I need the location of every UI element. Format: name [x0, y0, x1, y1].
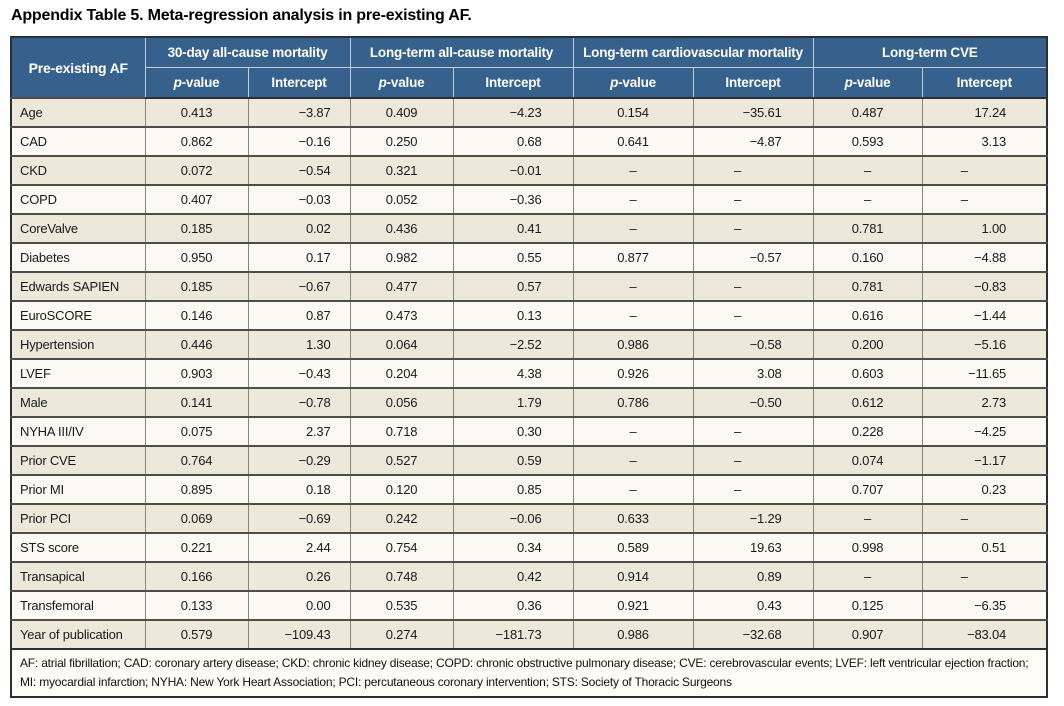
- table-row: [11, 272, 1047, 301]
- intercept-header: Intercept: [248, 68, 350, 99]
- intercept-cell: –: [922, 185, 1047, 214]
- intercept-header: Intercept: [922, 68, 1047, 99]
- table-row: [11, 562, 1047, 591]
- intercept-cell: 0.17: [248, 243, 350, 272]
- table-row: [11, 417, 1047, 446]
- intercept-cell: 0.43: [693, 591, 813, 620]
- p-value-cell: 0.707: [813, 475, 922, 504]
- p-value-cell: 0.895: [145, 475, 248, 504]
- p-value-cell: 0.166: [145, 562, 248, 591]
- p-italic: p: [173, 75, 182, 90]
- intercept-cell: −0.50: [693, 388, 813, 417]
- intercept-cell: –: [922, 504, 1047, 533]
- p-value-cell: 0.986: [573, 620, 693, 649]
- intercept-header: Intercept: [453, 68, 573, 99]
- p-value-cell: 0.616: [813, 301, 922, 330]
- intercept-cell: −1.29: [693, 504, 813, 533]
- row-label: CoreValve: [11, 214, 145, 243]
- intercept-cell: 19.63: [693, 533, 813, 562]
- intercept-cell: 0.59: [453, 446, 573, 475]
- intercept-cell: 0.02: [248, 214, 350, 243]
- intercept-cell: −1.44: [922, 301, 1047, 330]
- p-value-cell: 0.950: [145, 243, 248, 272]
- intercept-cell: −2.52: [453, 330, 573, 359]
- p-value-header: [813, 68, 922, 99]
- table-row: [11, 156, 1047, 185]
- intercept-cell: −0.29: [248, 446, 350, 475]
- table-row: [11, 591, 1047, 620]
- p-value-cell: 0.074: [813, 446, 922, 475]
- intercept-cell: 0.34: [453, 533, 573, 562]
- p-value-cell: 0.072: [145, 156, 248, 185]
- p-value-cell: 0.064: [350, 330, 453, 359]
- p-value-cell: 0.204: [350, 359, 453, 388]
- intercept-cell: 0.55: [453, 243, 573, 272]
- p-value-cell: 0.133: [145, 591, 248, 620]
- intercept-cell: −6.35: [922, 591, 1047, 620]
- p-italic: p: [844, 75, 853, 90]
- p-value-cell: –: [813, 504, 922, 533]
- row-label: COPD: [11, 185, 145, 214]
- intercept-cell: −4.23: [453, 98, 573, 127]
- intercept-cell: −0.58: [693, 330, 813, 359]
- p-value-cell: 0.877: [573, 243, 693, 272]
- p-value-cell: 0.781: [813, 214, 922, 243]
- p-rest: -value: [852, 75, 891, 90]
- p-value-cell: 0.998: [813, 533, 922, 562]
- intercept-cell: −4.25: [922, 417, 1047, 446]
- table-row: [11, 504, 1047, 533]
- table-row: [11, 446, 1047, 475]
- p-value-cell: 0.274: [350, 620, 453, 649]
- intercept-cell: −0.54: [248, 156, 350, 185]
- intercept-cell: 1.79: [453, 388, 573, 417]
- p-value-cell: 0.982: [350, 243, 453, 272]
- p-value-cell: 0.141: [145, 388, 248, 417]
- intercept-cell: −0.83: [922, 272, 1047, 301]
- intercept-cell: –: [693, 475, 813, 504]
- p-value-cell: 0.075: [145, 417, 248, 446]
- table-body: [11, 98, 1047, 649]
- row-label: NYHA III/IV: [11, 417, 145, 446]
- p-value-cell: –: [573, 272, 693, 301]
- p-value-cell: 0.069: [145, 504, 248, 533]
- intercept-cell: 0.89: [693, 562, 813, 591]
- row-label: Hypertension: [11, 330, 145, 359]
- p-value-cell: 0.593: [813, 127, 922, 156]
- p-value-cell: 0.221: [145, 533, 248, 562]
- p-value-cell: –: [573, 214, 693, 243]
- row-label: Prior CVE: [11, 446, 145, 475]
- p-value-cell: 0.120: [350, 475, 453, 504]
- p-value-cell: 0.718: [350, 417, 453, 446]
- table-row: [11, 359, 1047, 388]
- intercept-cell: 0.00: [248, 591, 350, 620]
- p-value-cell: 0.748: [350, 562, 453, 591]
- p-value-cell: 0.903: [145, 359, 248, 388]
- intercept-cell: −0.36: [453, 185, 573, 214]
- p-value-cell: 0.633: [573, 504, 693, 533]
- p-value-cell: –: [573, 156, 693, 185]
- p-value-cell: 0.535: [350, 591, 453, 620]
- table-row: [11, 301, 1047, 330]
- intercept-cell: −4.87: [693, 127, 813, 156]
- group-header-30day-mortality: 30-day all-cause mortality: [145, 37, 350, 68]
- p-value-cell: 0.200: [813, 330, 922, 359]
- intercept-cell: −83.04: [922, 620, 1047, 649]
- row-label: Edwards SAPIEN: [11, 272, 145, 301]
- subheader-row: [11, 68, 1047, 99]
- table-row: [11, 185, 1047, 214]
- table-footer: [11, 649, 1047, 697]
- p-value-header: [350, 68, 453, 99]
- intercept-cell: 0.13: [453, 301, 573, 330]
- intercept-cell: −0.43: [248, 359, 350, 388]
- p-value-cell: 0.612: [813, 388, 922, 417]
- intercept-cell: 0.42: [453, 562, 573, 591]
- p-value-cell: 0.487: [813, 98, 922, 127]
- table-row: [11, 214, 1047, 243]
- meta-regression-table: [10, 36, 1048, 698]
- p-value-cell: 0.473: [350, 301, 453, 330]
- intercept-cell: −0.01: [453, 156, 573, 185]
- p-value-header: [145, 68, 248, 99]
- intercept-cell: 0.85: [453, 475, 573, 504]
- intercept-cell: 2.73: [922, 388, 1047, 417]
- intercept-cell: 0.41: [453, 214, 573, 243]
- row-label: Diabetes: [11, 243, 145, 272]
- intercept-cell: 3.08: [693, 359, 813, 388]
- intercept-cell: −5.16: [922, 330, 1047, 359]
- p-value-cell: 0.250: [350, 127, 453, 156]
- p-value-cell: –: [813, 185, 922, 214]
- intercept-cell: 2.44: [248, 533, 350, 562]
- row-label: Year of publication: [11, 620, 145, 649]
- row-label: STS score: [11, 533, 145, 562]
- p-value-cell: 0.477: [350, 272, 453, 301]
- p-value-cell: 0.436: [350, 214, 453, 243]
- p-rest: -value: [386, 75, 425, 90]
- p-italic: p: [610, 75, 619, 90]
- row-label: Age: [11, 98, 145, 127]
- intercept-cell: −0.57: [693, 243, 813, 272]
- table-row: [11, 330, 1047, 359]
- p-value-cell: –: [573, 417, 693, 446]
- intercept-cell: −1.17: [922, 446, 1047, 475]
- p-value-cell: 0.321: [350, 156, 453, 185]
- table-row: [11, 243, 1047, 272]
- intercept-cell: –: [693, 301, 813, 330]
- intercept-cell: 0.57: [453, 272, 573, 301]
- row-label: CAD: [11, 127, 145, 156]
- p-value-cell: 0.921: [573, 591, 693, 620]
- intercept-cell: 0.23: [922, 475, 1047, 504]
- p-value-cell: 0.862: [145, 127, 248, 156]
- intercept-cell: 17.24: [922, 98, 1047, 127]
- p-value-cell: –: [573, 301, 693, 330]
- p-rest: -value: [181, 75, 220, 90]
- p-value-header: [573, 68, 693, 99]
- p-value-cell: 0.926: [573, 359, 693, 388]
- p-value-cell: 0.914: [573, 562, 693, 591]
- row-label: EuroSCORE: [11, 301, 145, 330]
- p-value-cell: 0.907: [813, 620, 922, 649]
- p-value-cell: 0.754: [350, 533, 453, 562]
- p-value-cell: 0.146: [145, 301, 248, 330]
- p-value-cell: 0.413: [145, 98, 248, 127]
- p-value-cell: 0.527: [350, 446, 453, 475]
- row-label: CKD: [11, 156, 145, 185]
- table-row: [11, 98, 1047, 127]
- intercept-cell: −0.69: [248, 504, 350, 533]
- p-value-cell: 0.160: [813, 243, 922, 272]
- p-value-cell: –: [813, 562, 922, 591]
- group-header-longterm-mortality: Long-term all-cause mortality: [350, 37, 573, 68]
- p-value-cell: –: [813, 156, 922, 185]
- intercept-cell: −0.16: [248, 127, 350, 156]
- intercept-cell: 3.13: [922, 127, 1047, 156]
- intercept-cell: 4.38: [453, 359, 573, 388]
- p-value-cell: –: [573, 475, 693, 504]
- intercept-cell: 0.36: [453, 591, 573, 620]
- p-value-cell: 0.052: [350, 185, 453, 214]
- intercept-cell: −181.73: [453, 620, 573, 649]
- abbreviations-footnote: AF: atrial fibrillation; CAD: coronary artery disease; CKD: chronic kidney disease; COPD: chronic obstructive pulmonary disease; CVE: cerebrovascular events; LVEF: left ventricular ejection fraction; MI: myocardial infarction; NYHA: New York Heart Association; PCI: percutaneous coronary intervention; STS: Society of Thoracic Surgeons: [11, 649, 1047, 697]
- p-rest: -value: [618, 75, 656, 90]
- row-label: Male: [11, 388, 145, 417]
- p-value-cell: –: [573, 446, 693, 475]
- row-label: LVEF: [11, 359, 145, 388]
- p-value-cell: 0.764: [145, 446, 248, 475]
- p-value-cell: –: [573, 185, 693, 214]
- row-label: Transfemoral: [11, 591, 145, 620]
- p-value-cell: 0.786: [573, 388, 693, 417]
- intercept-cell: −32.68: [693, 620, 813, 649]
- p-value-cell: 0.589: [573, 533, 693, 562]
- intercept-cell: −109.43: [248, 620, 350, 649]
- intercept-cell: 0.51: [922, 533, 1047, 562]
- intercept-cell: −0.78: [248, 388, 350, 417]
- table-row: [11, 533, 1047, 562]
- intercept-cell: −11.65: [922, 359, 1047, 388]
- p-value-cell: 0.228: [813, 417, 922, 446]
- p-value-cell: 0.154: [573, 98, 693, 127]
- group-header-longterm-cv-mortality: Long-term cardiovascular mortality: [573, 37, 813, 68]
- p-value-cell: 0.986: [573, 330, 693, 359]
- p-value-cell: 0.579: [145, 620, 248, 649]
- p-value-cell: 0.446: [145, 330, 248, 359]
- intercept-cell: –: [922, 156, 1047, 185]
- row-label: Prior MI: [11, 475, 145, 504]
- table-row: [11, 388, 1047, 417]
- intercept-cell: 0.30: [453, 417, 573, 446]
- intercept-cell: −35.61: [693, 98, 813, 127]
- intercept-cell: 0.87: [248, 301, 350, 330]
- intercept-cell: –: [693, 185, 813, 214]
- intercept-cell: −0.06: [453, 504, 573, 533]
- intercept-cell: 2.37: [248, 417, 350, 446]
- p-value-cell: 0.603: [813, 359, 922, 388]
- table-row: [11, 127, 1047, 156]
- p-value-cell: 0.056: [350, 388, 453, 417]
- intercept-cell: −3.87: [248, 98, 350, 127]
- row-label: Prior PCI: [11, 504, 145, 533]
- group-header-longterm-cve: Long-term CVE: [813, 37, 1047, 68]
- p-value-cell: 0.409: [350, 98, 453, 127]
- p-value-cell: 0.125: [813, 591, 922, 620]
- column-header-pre-existing-af: Pre-existing AF: [11, 37, 145, 98]
- intercept-cell: –: [693, 446, 813, 475]
- table-title: Appendix Table 5. Meta-regression analysis in pre-existing AF.: [11, 7, 472, 24]
- p-value-cell: 0.781: [813, 272, 922, 301]
- p-value-cell: 0.641: [573, 127, 693, 156]
- table-row: [11, 475, 1047, 504]
- intercept-cell: 0.68: [453, 127, 573, 156]
- intercept-cell: –: [693, 272, 813, 301]
- intercept-cell: 0.18: [248, 475, 350, 504]
- intercept-cell: –: [922, 562, 1047, 591]
- table-header: [11, 37, 1047, 98]
- intercept-cell: 1.30: [248, 330, 350, 359]
- footnote-row: [11, 649, 1047, 697]
- intercept-cell: 0.26: [248, 562, 350, 591]
- intercept-cell: –: [693, 214, 813, 243]
- intercept-header: Intercept: [693, 68, 813, 99]
- p-value-cell: 0.185: [145, 272, 248, 301]
- intercept-cell: −0.03: [248, 185, 350, 214]
- p-italic: p: [378, 75, 387, 90]
- table-row: [11, 620, 1047, 649]
- intercept-cell: −4.88: [922, 243, 1047, 272]
- row-label: Transapical: [11, 562, 145, 591]
- p-value-cell: 0.407: [145, 185, 248, 214]
- p-value-cell: 0.185: [145, 214, 248, 243]
- intercept-cell: –: [693, 417, 813, 446]
- intercept-cell: 1.00: [922, 214, 1047, 243]
- intercept-cell: –: [693, 156, 813, 185]
- intercept-cell: −0.67: [248, 272, 350, 301]
- group-header-row: [11, 37, 1047, 68]
- p-value-cell: 0.242: [350, 504, 453, 533]
